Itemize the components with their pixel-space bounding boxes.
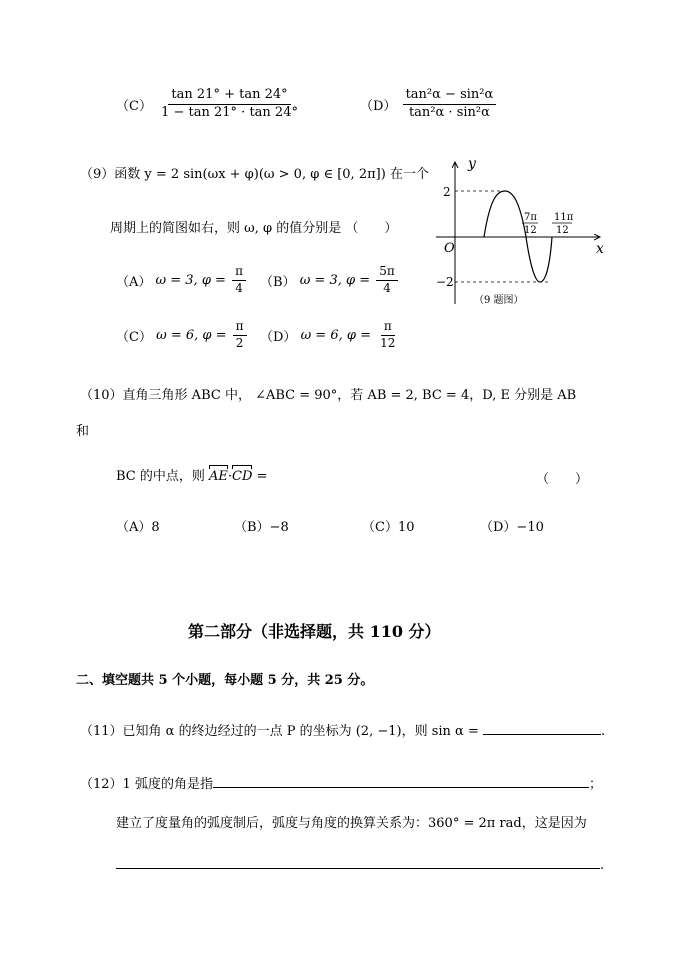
- q8-option-d-fraction: [403, 88, 497, 121]
- q11-end: .: [601, 724, 606, 739]
- q8-option-c: [116, 88, 303, 121]
- q9-figure-tick2-den: 12: [556, 225, 569, 236]
- q10-stem-tail: 和: [76, 424, 90, 439]
- q9-option-d-fraction: [377, 320, 398, 351]
- q9-option-b: [260, 265, 400, 296]
- q12-answer-blank-1[interactable]: [213, 775, 589, 788]
- q12-answer-blank-2[interactable]: [116, 856, 600, 869]
- q9-option-b-fraction: [376, 265, 398, 296]
- q9-option-b-numerator: 5π: [376, 265, 398, 281]
- q9-figure-curve-trough: [526, 237, 552, 282]
- q9-option-a-fraction: [232, 265, 246, 296]
- q8-option-c-numerator: tan 21° + tan 24°: [168, 88, 290, 105]
- q8-option-c-label: （C）: [116, 98, 152, 114]
- q9-option-a: [116, 265, 248, 296]
- q9-stem-text1: 函数 y = 2 sin(ωx + φ)(ω > 0, φ ∈ [0, 2π]) 在一个: [114, 167, 429, 182]
- section2-heading: 二、填空题共 5 个小题，每小题 5 分，共 25 分。: [76, 673, 374, 688]
- q10-vector-cd: CD: [232, 464, 252, 484]
- q12-number: （12）: [80, 777, 123, 792]
- q12-text: 1 弧度的角是指: [122, 777, 213, 792]
- q9-option-c-fraction: [233, 320, 247, 351]
- q9-figure-tick2-num: 11π: [554, 212, 574, 223]
- q10-number: （10）: [80, 388, 123, 403]
- q9-option-d-denominator: 12: [380, 335, 396, 350]
- q10-option-c: （C）10: [362, 520, 415, 535]
- q10-option-b: （B）−8: [234, 520, 289, 535]
- q11-line: [80, 720, 605, 739]
- q12-line1: [80, 773, 602, 792]
- q9-stem-line1: [80, 163, 429, 182]
- q9-option-d-numerator: π: [381, 320, 395, 336]
- q9-figure: [430, 154, 610, 310]
- q9-option-c-label: （C）: [116, 329, 152, 345]
- q8-option-c-fraction: [158, 88, 301, 121]
- q9-option-a-label: （A）: [116, 274, 152, 290]
- q12-line3-end: .: [600, 858, 605, 873]
- q9-option-a-text: ω = 3, φ =: [155, 272, 226, 288]
- q9-number: （9）: [80, 167, 115, 182]
- q11-text: 已知角 α 的终边经过的一点 P 的坐标为 (2, −1)，则 sin α =: [122, 724, 479, 739]
- q12-line2: 建立了度量角的弧度制后，弧度与角度的换算关系为：360° = 2π rad，这是因为: [116, 816, 587, 831]
- q11-number: （11）: [80, 724, 123, 739]
- q9-figure-curve-hump: [484, 191, 526, 237]
- q11-answer-blank[interactable]: [483, 722, 601, 735]
- q9-figure-x-label: x: [596, 241, 604, 257]
- q9-option-c: [116, 320, 249, 351]
- q9-option-d: [260, 320, 400, 351]
- part2-title: 第二部分（非选择题，共 110 分）: [188, 622, 441, 641]
- q10-option-a: （A）8: [116, 520, 160, 535]
- q9-figure-ymin: −2: [436, 275, 454, 289]
- q9-figure-caption: （9 题图）: [474, 295, 524, 306]
- q9-figure-tick1-num: 7π: [524, 212, 537, 223]
- q9-stem-line2: 周期上的简图如右，则 ω, φ 的值分别是 （ ）: [110, 221, 398, 236]
- q9-option-d-text: ω = 6, φ =: [300, 327, 371, 343]
- q10-stem-text2: BC 的中点，则: [116, 469, 205, 484]
- q10-equals: =: [256, 469, 268, 484]
- q8-option-d: [360, 88, 498, 121]
- q10-stem-line1: [80, 384, 576, 403]
- q8-option-c-denominator: 1 − tan 21° · tan 24°: [161, 104, 298, 120]
- q10-dot: ·: [227, 469, 233, 484]
- q10-vector-ae: AE: [209, 464, 228, 484]
- q12-line3: [116, 856, 604, 873]
- q9-option-b-text: ω = 3, φ =: [299, 272, 371, 288]
- q8-option-d-denominator: tan²α · sin²α: [408, 104, 490, 120]
- q9-figure-origin: O: [444, 241, 455, 256]
- q12-end: ；: [588, 777, 602, 792]
- q9-figure-ymax: 2: [443, 185, 451, 199]
- q9-figure-tick1-den: 12: [524, 225, 537, 236]
- q9-option-c-numerator: π: [233, 320, 247, 336]
- q10-answer-paren: （ ）: [536, 472, 589, 487]
- q10-stem-line2: [116, 464, 267, 484]
- q8-option-d-numerator: tan²α − sin²α: [403, 88, 497, 105]
- q10-option-d: （D）−10: [480, 520, 544, 535]
- q9-option-a-numerator: π: [232, 265, 246, 281]
- q9-option-c-denominator: 2: [235, 335, 244, 350]
- q8-option-d-label: （D）: [360, 98, 397, 114]
- q9-option-a-denominator: 4: [235, 280, 243, 295]
- q9-option-c-text: ω = 6, φ =: [156, 327, 227, 343]
- q9-option-d-label: （D）: [260, 329, 297, 345]
- q9-option-b-label: （B）: [260, 274, 296, 290]
- q9-option-b-denominator: 4: [383, 280, 391, 295]
- q9-figure-y-label: y: [468, 156, 476, 172]
- q10-stem-text1: 直角三角形 ABC 中， ∠ABC = 90°，若 AB = 2, BC = 4，D, E 分别是 AB: [122, 388, 577, 403]
